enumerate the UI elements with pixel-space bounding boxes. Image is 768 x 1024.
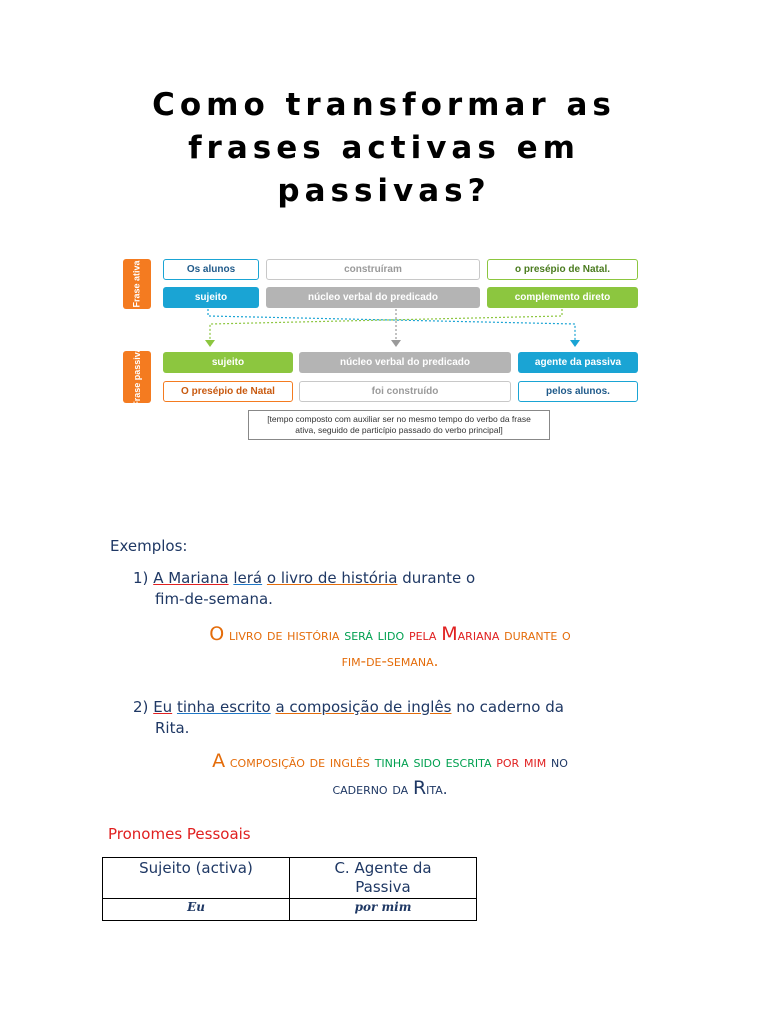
passive-agent-role: agente da passiva — [518, 352, 638, 373]
active-object-role: complemento direto — [487, 287, 638, 308]
active-sentence-label: Frase ativa — [123, 259, 151, 309]
arrowhead-verb — [391, 340, 401, 347]
header-agent — [290, 858, 477, 899]
passive-subject-role: sujeito — [163, 352, 293, 373]
header-agent-line-2: Passiva — [355, 878, 411, 896]
example-1-number: 1) — [133, 569, 149, 587]
active-object-text: o presépio de Natal. — [487, 259, 638, 280]
example-2 — [133, 697, 564, 739]
header-subject: Sujeito (activa) — [103, 858, 290, 899]
example-2-number: 2) — [133, 698, 149, 716]
answer-2-verb: tinha sido escrita — [374, 753, 492, 771]
title-line-2: frases activas em — [188, 130, 580, 166]
answer-1: O livro de história será lido pela Mariana durante o fim-de-semana. — [100, 621, 680, 674]
pronouns-heading: Pronomes Pessoais — [108, 825, 251, 843]
answer-1-verb: será lido — [344, 626, 405, 644]
example-1-line-2: fim-de-semana. — [155, 590, 273, 608]
active-verb-text: construíram — [266, 259, 480, 280]
active-subject-role: sujeito — [163, 287, 259, 308]
active-passive-diagram — [120, 254, 650, 444]
example-1-object: o livro de história — [266, 569, 398, 587]
note-line-1: [tempo composto com auxiliar ser no mesmo tempo do verbo da frase — [267, 414, 531, 424]
answer-1-line-2: fim-de-semana. — [341, 652, 439, 670]
arrowhead-agent — [570, 340, 580, 347]
header-agent-line-1: C. Agente da — [334, 859, 432, 877]
arrow-object-to-subject — [210, 309, 562, 340]
pronouns-table — [102, 857, 477, 921]
active-verb-role: núcleo verbal do predicado — [266, 287, 480, 308]
answer-2-no: no — [550, 753, 568, 771]
passive-verb-text: foi construído — [299, 381, 511, 402]
examples-heading: Exemplos: — [110, 537, 188, 555]
answer-2-agent: por mim — [496, 753, 547, 771]
title-line-1: Como transformar as — [152, 87, 616, 123]
page-title — [0, 84, 768, 213]
arrow-subject-to-agent — [208, 309, 575, 340]
example-2-line-2: Rita. — [155, 719, 190, 737]
cell-subject: Eu — [103, 899, 290, 921]
table-header-row — [103, 858, 477, 899]
answer-2: A composição de inglês tinha sido escrita por mim no caderno da Rita. — [212, 750, 568, 799]
example-1-rest: durante o — [397, 569, 476, 587]
passive-agent-text: pelos alunos. — [518, 381, 638, 402]
example-2-verb: tinha escrito — [176, 698, 271, 716]
passive-sentence-label: Frase passiva — [123, 351, 151, 403]
note-line-2: ativa, seguido de particípio passado do verbo principal] — [295, 425, 503, 435]
passive-verb-role: núcleo verbal do predicado — [299, 352, 511, 373]
active-subject-text: Os alunos — [163, 259, 259, 280]
title-line-3: passivas? — [277, 173, 491, 209]
example-1-verb: lerá — [233, 569, 263, 587]
diagram-note — [248, 410, 550, 440]
cell-agent: por mim — [290, 899, 477, 921]
example-2-rest: no caderno da — [451, 698, 564, 716]
table-row — [103, 899, 477, 921]
answer-1-rest: durante o — [504, 626, 571, 644]
example-2-object: a composição de inglês — [275, 698, 452, 716]
example-1 — [133, 568, 475, 610]
arrowhead-subject — [205, 340, 215, 347]
passive-subject-text: O presépio de Natal — [163, 381, 293, 402]
example-1-subject: A Mariana — [153, 569, 229, 587]
example-2-subject: Eu — [153, 698, 173, 716]
answer-1-by: pela — [408, 626, 437, 644]
